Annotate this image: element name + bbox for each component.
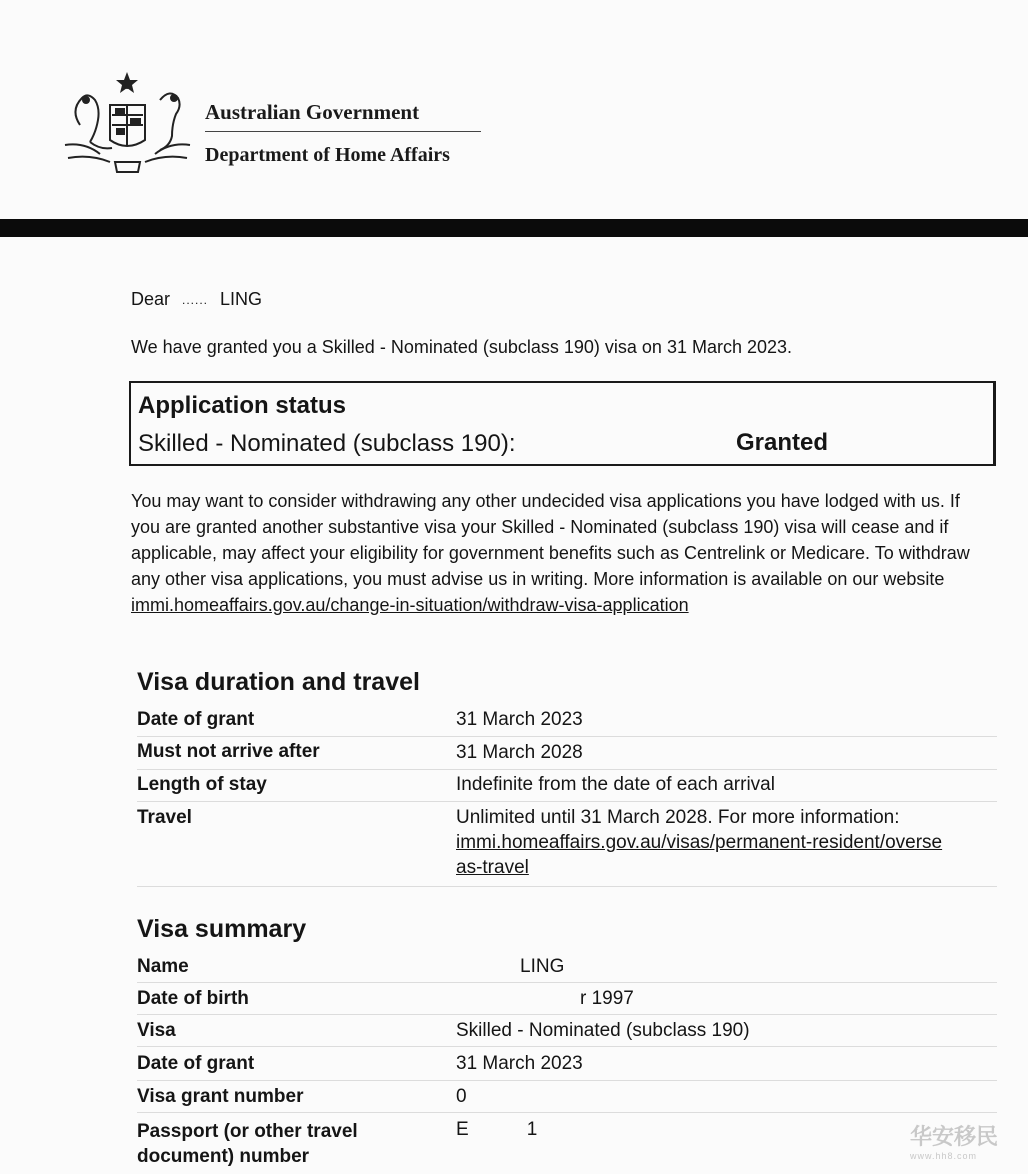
notice-text: You may want to consider withdrawing any other undecided visa applications you have lodged with us. If you are granted another substantive visa your Skilled - Nominated (subclass 190) visa will cease and if applicable, may affect your eligibility for government benefits such as Centrelink or Medicare. To withdraw any other visa applications, you must advise us in writing. More information is available on our website [131,491,970,589]
overseas-travel-link[interactable]: immi.homeaffairs.gov.au/visas/permanent-resident/overseas-travel [456,832,943,878]
watermark-text: 华安移民 [910,1124,999,1149]
travel-text: Unlimited until 31 March 2028. For more information: [456,807,900,828]
summary-grant-date-value: 31 March 2023 [456,1053,583,1074]
coat-of-arms-icon [60,70,195,175]
duration-row-value: 31 March 2028 [456,742,583,763]
government-name: Australian Government [205,100,420,124]
duration-row-label: Length of stay [137,774,267,795]
status-value: Granted [736,429,829,456]
department-name: Department of Home Affairs [205,144,450,166]
grant-intro-text: We have granted you a Skilled - Nominated (subclass 190) visa on 31 March 2023. [131,337,793,357]
duration-section-title: Visa duration and travel [137,668,420,696]
status-visa-name: Skilled - Nominated (subclass 190): [138,430,516,457]
row-divider [137,1112,997,1113]
row-divider [137,801,997,802]
summary-visa-value: Skilled - Nominated (subclass 190) [456,1020,750,1041]
duration-row-value: 31 March 2023 [456,709,583,730]
agency-name-block [205,98,481,168]
duration-row-label: Must not arrive after [137,741,320,762]
summary-row-label: Date of birth [137,988,249,1009]
summary-row-label: Name [137,956,189,977]
row-divider [137,1046,997,1047]
summary-section-title: Visa summary [137,915,307,943]
summary-row-label: Date of grant [137,1053,255,1074]
header-divider [205,131,481,132]
withdraw-visa-link[interactable]: immi.homeaffairs.gov.au/change-in-situation/withdraw-visa-application [131,595,689,615]
duration-row-value: Indefinite from the date of each arrival [456,774,775,795]
row-divider [137,736,997,737]
salutation-word: Dear [131,289,171,309]
duration-row-label: Travel [137,807,192,828]
salutation-surname: LING [220,289,263,309]
row-divider [137,982,997,983]
travel-row-value [456,805,956,880]
watermark-url: www.hh8.com [910,1151,978,1161]
letterhead [0,0,1028,220]
application-status-box [129,381,996,466]
row-divider [137,1080,997,1081]
summary-dob-value: r 1997 [580,988,634,1009]
salutation [131,289,262,310]
row-divider [137,886,997,887]
summary-passport-value: E 1 [456,1119,538,1140]
summary-name-value: LING [520,956,565,977]
redacted-given-name: ...... [182,293,209,308]
watermark [910,1120,998,1161]
duration-row-label: Date of grant [137,709,255,730]
summary-row-label: Visa grant number [137,1086,304,1107]
row-divider [137,769,997,770]
row-divider [137,1014,997,1015]
header-black-bar [0,219,1028,237]
summary-row-label: Visa [137,1020,176,1041]
withdrawal-notice [131,488,991,618]
status-title: Application status [138,392,347,419]
summary-row-label: Passport (or other travel document) number [137,1121,358,1167]
summary-grant-number-value: 0 [456,1086,467,1107]
